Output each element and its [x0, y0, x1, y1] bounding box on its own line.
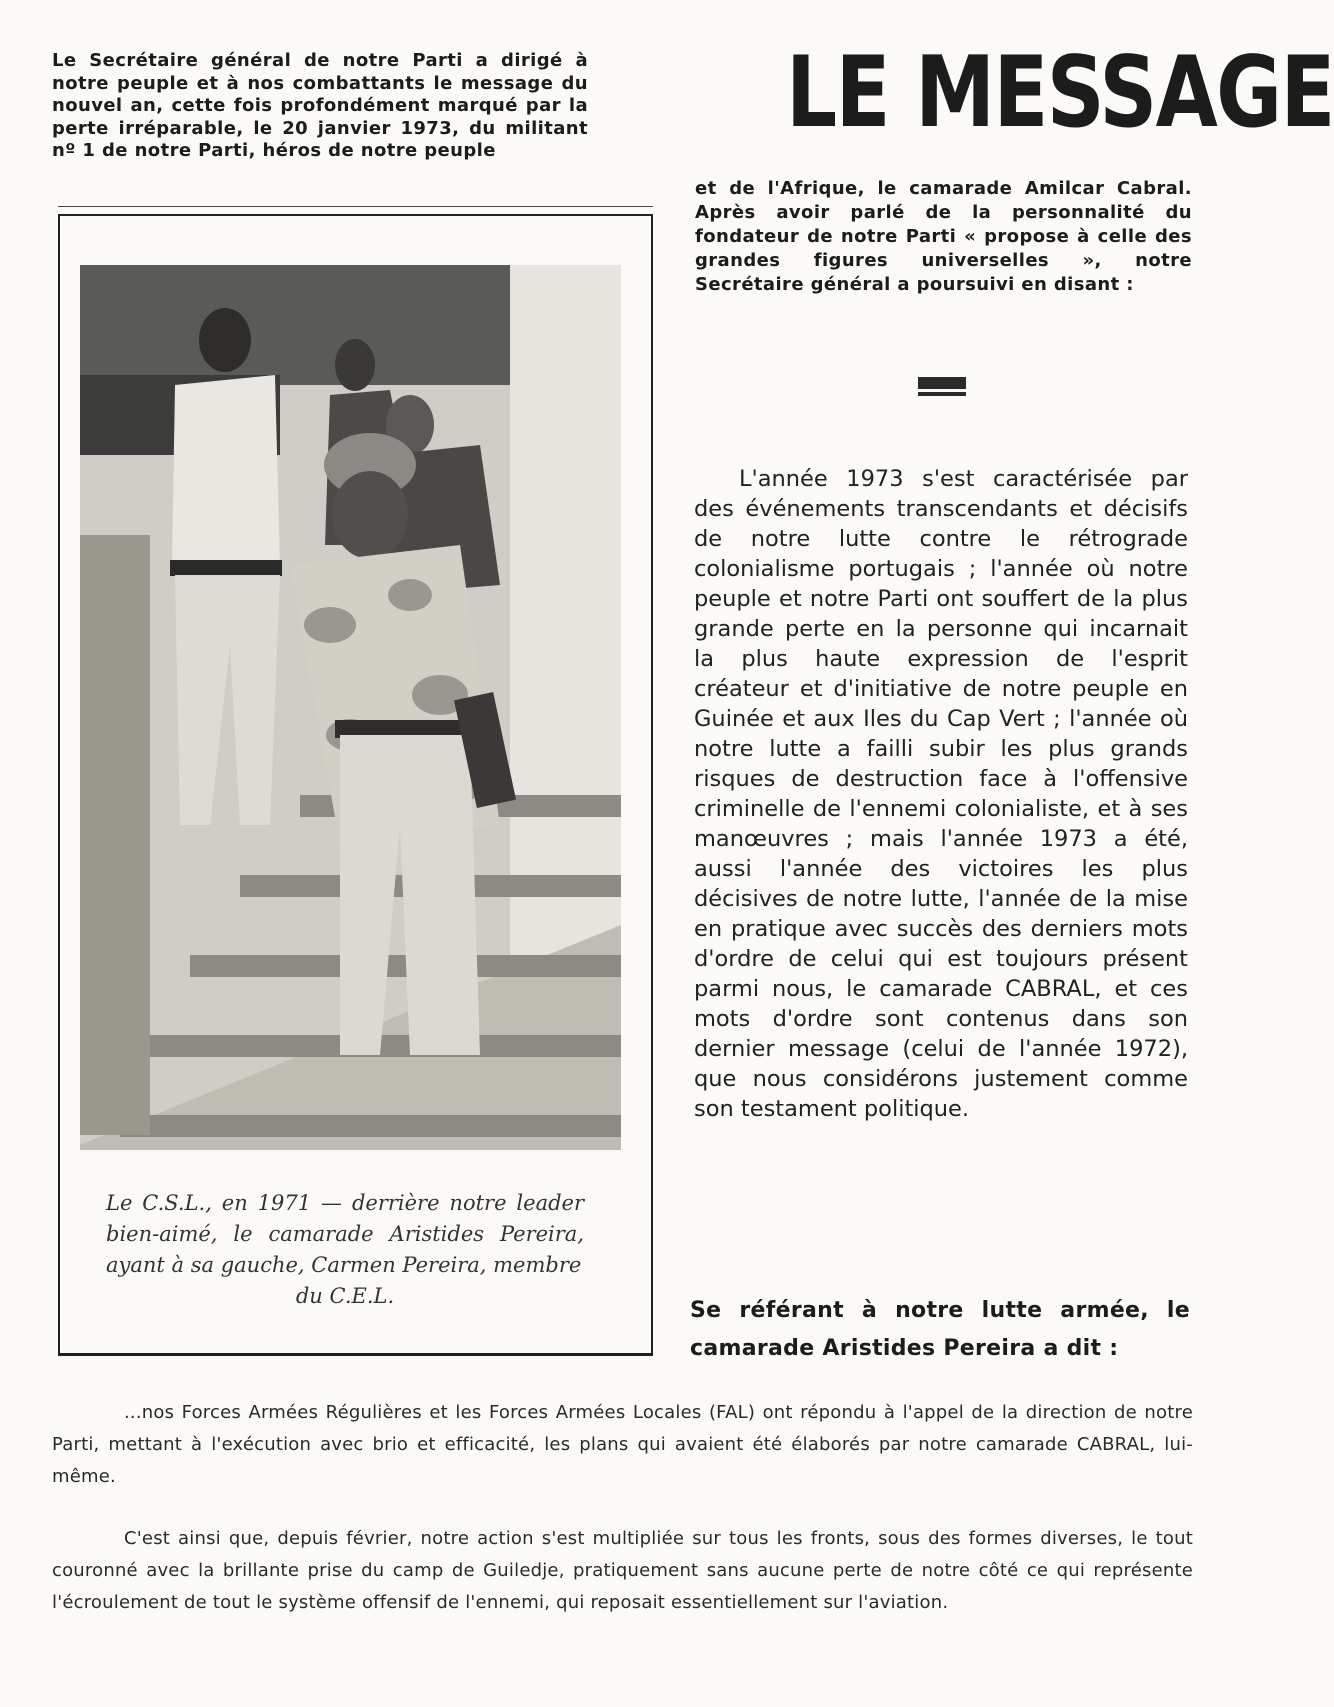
quote-paragraph: ...nos Forces Armées Régulières et les Forces Armées Locales (FAL) ont répondu à l'appel de la direction de notre Parti, mettant à l'exécution avec brio et efficacité, les plans qui avaient été élaborés par notre camarade CABRAL, lui-même.	[52, 1402, 1193, 1487]
message-body-text: L'année 1973 s'est caractérisée par des événements transcendants et décisifs de notre lutte contre le rétrograde colonialisme portugais ; l'année où notre peuple et notre Parti ont souffert de la plus grande perte en la personne qui incarnait la plus haute expression de l'esprit créateur et d'initiative de notre peuple en Guinée et aux Iles du Cap Vert ; l'année où notre lutte a failli subir les plus grands risques de destruction face à l'offensive criminelle de l'ennemi colonialiste, et à ses manœuvres ; mais l'année 1973 a été, aussi l'année des victoires les plus décisives de notre lutte, l'année de la mise en pratique avec succès des derniers mots d'ordre de celui qui est toujours présent parmi nous, le camarade CABRAL, et ces mots d'ordre sont contenus dans son dernier message (celui de l'année 1972), que nous considérons justement comme son testament politique.	[694, 466, 1188, 1122]
armed-struggle-subheading: Se référant à notre lutte armée, le camarade Aristides Pereira a dit :	[690, 1298, 1190, 1361]
photo-caption-last-line: du C.E.L.	[295, 1284, 395, 1308]
intro-continuation: et de l'Afrique, le camarade Amilcar Cabral. Après avoir parlé de la personnalité du fondateur de notre Parti « propose à celle des grandes figures universelles », notre Secrétaire général a poursuivi en disant :	[695, 178, 1192, 295]
intro-paragraph: Le Secrétaire général de notre Parti a dirigé à notre peuple et à nos combattants le message du nouvel an, cette fois profondément marqué par la perte irréparable, le 20 janvier 1973, du militant nº 1 de notre Parti, héros de notre peuple	[52, 50, 588, 161]
quote-paragraph: C'est ainsi que, depuis février, notre action s'est multipliée sur tous les fronts, sous des formes diverses, le tout couronné avec la brillante prise du camp de Guiledje, pratiquement sans aucune perte de notre côté ce qui représente l'écroulement de tout le système offensif de l'ennemi, qui reposait essentiellement sur l'aviation.	[52, 1528, 1193, 1613]
photo-caption-text: Le C.S.L., en 1971 — derrière notre leader bien-aimé, le camarade Aristides Pereira, ayant à sa gauche, Carmen Pereira, membre	[106, 1191, 584, 1277]
photograph-illustration	[80, 265, 621, 1150]
photo-caption	[106, 1188, 584, 1312]
photo-frame-outer-rule	[58, 206, 653, 207]
photo-frame-bottom-rule	[58, 1353, 653, 1356]
photograph-leaders-on-stairs	[80, 265, 621, 1150]
page-title: LE MESSAGE	[786, 36, 1334, 150]
quote-section	[52, 1397, 1193, 1649]
section-divider-mark	[918, 377, 966, 392]
message-body	[694, 464, 1188, 1124]
